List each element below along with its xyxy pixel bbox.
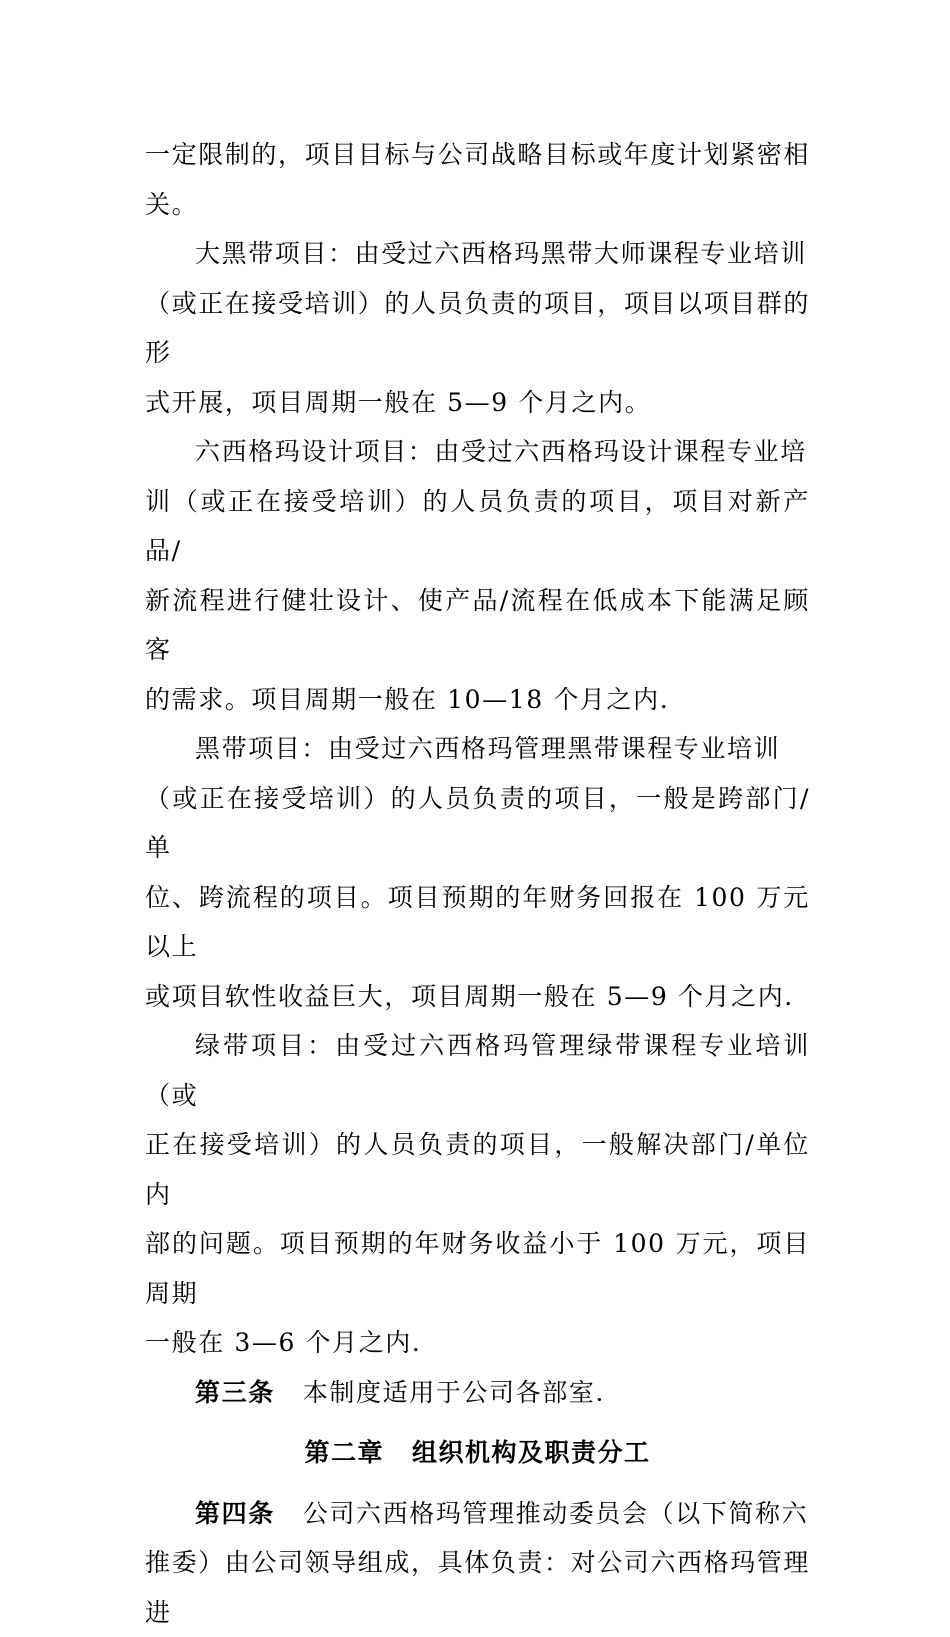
text-line: 一定限制的，项目目标与公司战略目标或年度计划紧密相 xyxy=(145,130,810,180)
text-line xyxy=(145,1489,810,1539)
chapter-heading xyxy=(145,1417,810,1489)
chapter-number: 第二章 xyxy=(304,1438,384,1467)
text-line: （或正在接受培训）的人员负责的项目，项目以项目群的形 xyxy=(145,279,810,378)
text-line: 大黑带项目：由受过六西格玛黑带大师课程专业培训 xyxy=(145,229,810,279)
text-line: 绿带项目：由受过六西格玛管理绿带课程专业培训（或 xyxy=(145,1021,810,1120)
text-line: 训（或正在接受培训）的人员负责的项目，项目对新产品/ xyxy=(145,477,810,576)
article-text: 本制度适用于公司各部室. xyxy=(303,1378,605,1407)
text-line: 部的问题。项目预期的年财务收益小于 100 万元，项目周期 xyxy=(145,1219,810,1318)
article-3 xyxy=(145,1368,810,1418)
text-line: 推委）由公司领导组成，具体负责：对公司六西格玛管理进 xyxy=(145,1538,810,1637)
article-label: 第四条 xyxy=(195,1499,275,1528)
article-text: 公司六西格玛管理推动委员会（以下简称六 xyxy=(303,1499,808,1528)
text-line: 黑带项目：由受过六西格玛管理黑带课程专业培训 xyxy=(145,724,810,774)
article-label: 第三条 xyxy=(195,1378,275,1407)
paragraph-green-belt-project xyxy=(145,1021,810,1368)
document-body xyxy=(145,130,810,1637)
article-4 xyxy=(145,1489,810,1637)
paragraph-master-black-belt-project xyxy=(145,229,810,427)
text-line: 一般在 3—6 个月之内. xyxy=(145,1318,810,1368)
text-line: 关。 xyxy=(145,180,810,230)
text-line: 正在接受培训）的人员负责的项目，一般解决部门/单位内 xyxy=(145,1120,810,1219)
paragraph-continuation xyxy=(145,130,810,229)
text-line: 新流程进行健壮设计、使产品/流程在低成本下能满足顾客 xyxy=(145,576,810,675)
text-line: （或正在接受培训）的人员负责的项目，一般是跨部门/单 xyxy=(145,774,810,873)
paragraph-dfss-project xyxy=(145,427,810,724)
text-line: 或项目软性收益巨大，项目周期一般在 5—9 个月之内. xyxy=(145,972,810,1022)
text-line: 的需求。项目周期一般在 10—18 个月之内. xyxy=(145,675,810,725)
paragraph-black-belt-project xyxy=(145,724,810,1021)
text-line: 式开展，项目周期一般在 5—9 个月之内。 xyxy=(145,378,810,428)
text-line: 六西格玛设计项目：由受过六西格玛设计课程专业培 xyxy=(145,427,810,477)
chapter-title: 组织机构及职责分工 xyxy=(412,1438,651,1467)
text-line: 位、跨流程的项目。项目预期的年财务回报在 100 万元以上 xyxy=(145,873,810,972)
